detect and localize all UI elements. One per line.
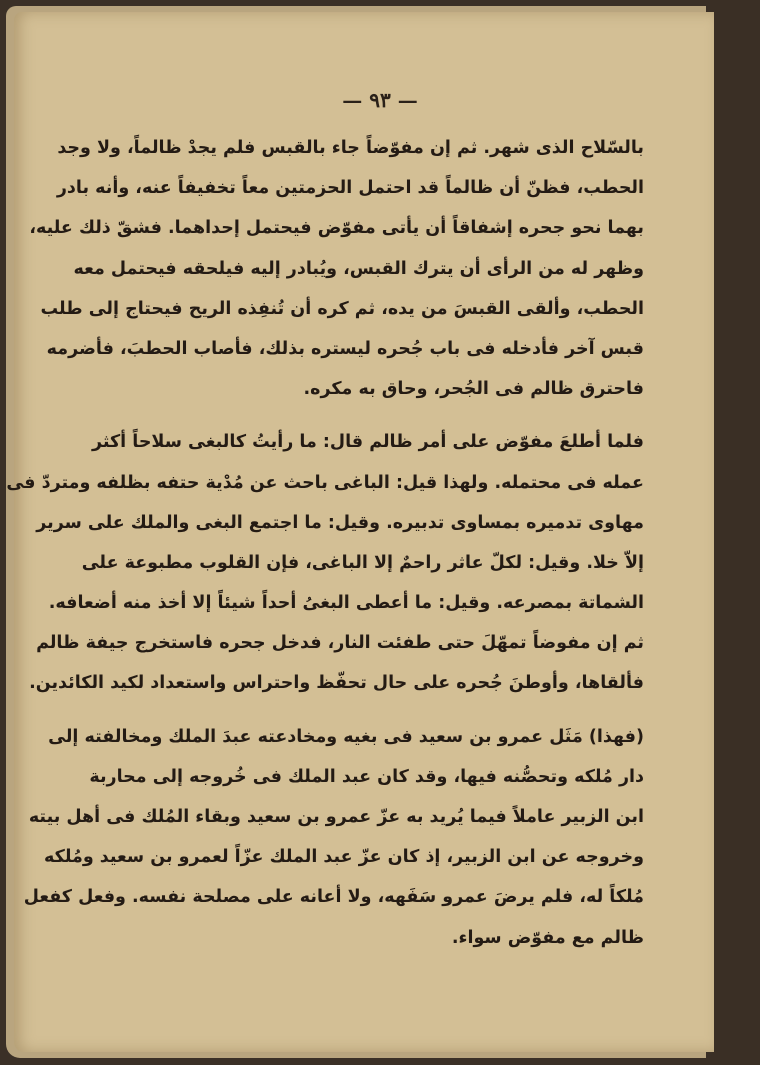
text-line: فلما أطلعَ مفوّض على أمر ظالم قال: ما رأيتُ كالبغى سلاحاً أكثر [91,432,644,453]
paragraph-gap [120,409,644,422]
text-line: قبس آخر فأدخله فى باب جُحره ليستره بذلك، فأصاب الحطبَ، فأضرمه [46,338,644,359]
text-line: فاحترق ظالم فى الجُحر، وحاق به مكره. [303,379,644,400]
text-line: إلاّ خلا. وقيل: لكلّ عاثر راحمٌ إلا الباغى، فإن القلوب مطبوعة على [81,552,644,573]
text-line: وخروجه عن ابن الزبير، إذ كان عزّ عبد الملك عزّاً لعمرو بن سعيد ومُلكه [44,847,644,868]
paragraph-2 [6,422,644,703]
text-line: الحطب، وألقى القبسَ من يده، ثم كره أن تُنفِذه الريح فيحتاج إلى طلب [40,298,644,319]
text-line: الشماتة بمصرعه. وقيل: ما أعطى البغىُ أحداً شيئاً إلا أخذ منه أضعافه. [48,593,644,614]
text-line: (فهذا) مَثَل عمرو بن سعيد فى بغيه ومخادعته عبدَ الملك ومخالفته إلى [48,726,644,747]
arabic-body-text [6,128,644,958]
text-line: وظهر له من الرأى أن يترك القبس، ويُبادر إليه فيلحقه فيحتمل معه [73,258,644,279]
paragraph-3 [23,717,644,958]
text-line: بهما نحو جحره إشفاقاً أن يأتى مفوّض فيحتمل إحداهما. فشقّ ذلك عليه، [29,218,644,239]
text-line: عمله فى محتمله. ولهذا قيل: الباغى باحث عن مُدْية حتفه بظلفه ومتردّ فى [6,472,644,493]
text-line: ظالم مع مفوّض سواء. [451,927,644,948]
text-line: مهاوى تدميره بمساوى تدبيره. وقيل: ما اجتمع البغى والملك على سرير [36,512,644,533]
page-number: — ٩٣ — [342,88,418,112]
text-line: بالسّلاح الذى شهر. ثم إن مفوّضاً جاء بالقبس فلم يجدْ ظالماً، ولا وجد [57,138,644,158]
paragraph-gap [120,704,644,717]
text-line: دار مُلكه وتحصُّنه فيها، وقد كان عبد الملك فى خُروجه إلى محاربة [89,766,644,787]
text-line: ابن الزبير عاملاً فيما يُريد به عزّ عمرو بن سعيد وبقاء المُلك فى أهل بيته [28,807,644,827]
text-line: ثم إن مفوضاً تمهّلَ حتى طفئت النار، فدخل جحره فاستخرج جيفة ظالم [36,633,644,654]
text-line: الحطب، فظنّ أن ظالماً قد احتمل الحزمتين معاً تخفيفاً عنه، وأنه بادر [56,178,644,199]
paragraph-1 [29,128,644,409]
text-line: فألقاها، وأوطنَ جُحره على حال تحفّظ واحتراس واستعداد لكيد الكائدين. [29,673,644,694]
text-line: مُلكاً له، فلم يرضَ عمرو سَفَهه، ولا أعانه على مصلحة نفسه. وفعل كفعل [23,887,644,908]
